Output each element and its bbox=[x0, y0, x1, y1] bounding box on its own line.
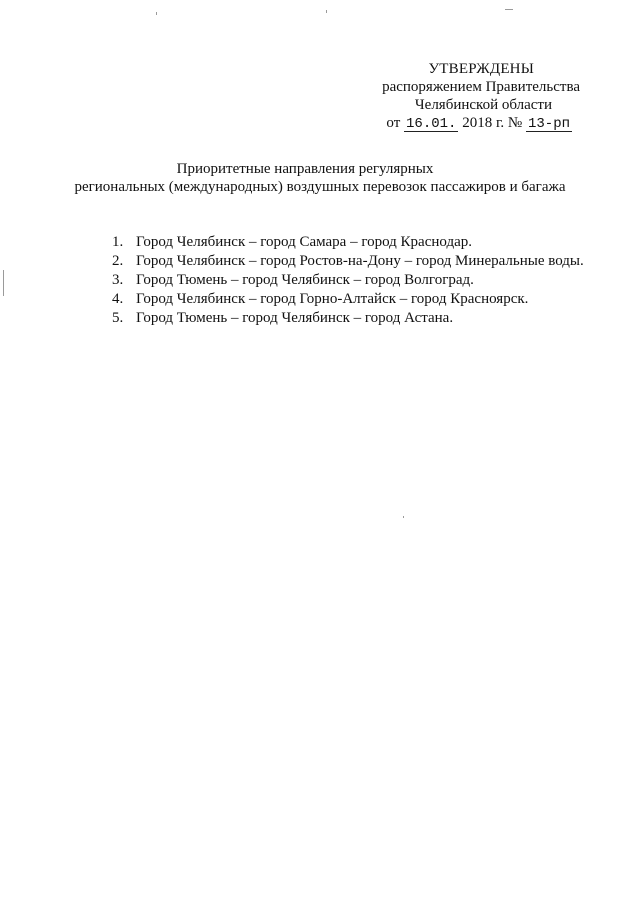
date-prefix: от bbox=[386, 115, 401, 131]
date-year: 2018 г. № bbox=[462, 115, 523, 131]
approval-date-line bbox=[322, 114, 572, 132]
routes-list bbox=[112, 234, 584, 329]
list-item-number: 5. bbox=[112, 310, 124, 326]
list-item-number: 2. bbox=[112, 253, 124, 269]
approval-heading: УТВЕРЖДЕНЫ bbox=[428, 61, 534, 77]
list-item-text: Город Тюмень – город Челябинск – город Астана. bbox=[136, 310, 454, 326]
list-item bbox=[112, 310, 584, 327]
approval-line-region: Челябинской области bbox=[414, 97, 552, 113]
approval-line-government: распоряжением Правительства bbox=[382, 79, 580, 95]
scan-artifact-left bbox=[3, 270, 4, 296]
list-item-number: 3. bbox=[112, 272, 124, 288]
document-title bbox=[0, 160, 640, 196]
list-item bbox=[112, 234, 584, 251]
list-item-text: Город Челябинск – город Ростов-на-Дону – город Минеральные воды. bbox=[136, 253, 584, 269]
list-item-text: Город Тюмень – город Челябинск – город Волгоград. bbox=[136, 272, 474, 288]
list-item-text: Город Челябинск – город Самара – город Краснодар. bbox=[136, 234, 473, 250]
scan-artifact-top bbox=[505, 9, 513, 10]
list-item bbox=[112, 291, 584, 308]
scan-artifact-top bbox=[156, 12, 157, 15]
approval-block bbox=[322, 60, 582, 132]
list-item-number: 4. bbox=[112, 291, 124, 307]
scan-artifact-top bbox=[326, 10, 327, 13]
document-number: 13-рп bbox=[527, 116, 570, 132]
list-item bbox=[112, 253, 584, 270]
list-item bbox=[112, 272, 584, 289]
list-item-text: Город Челябинск – город Горно-Алтайск – город Красноярск. bbox=[136, 291, 529, 307]
title-line-2: региональных (международных) воздушных перевозок пассажиров и багажа bbox=[74, 179, 566, 195]
title-line-1: Приоритетные направления регулярных bbox=[176, 161, 434, 177]
date-value: 16.01. bbox=[406, 116, 457, 132]
list-item-number: 1. bbox=[112, 234, 124, 250]
scan-artifact-center bbox=[403, 516, 404, 518]
